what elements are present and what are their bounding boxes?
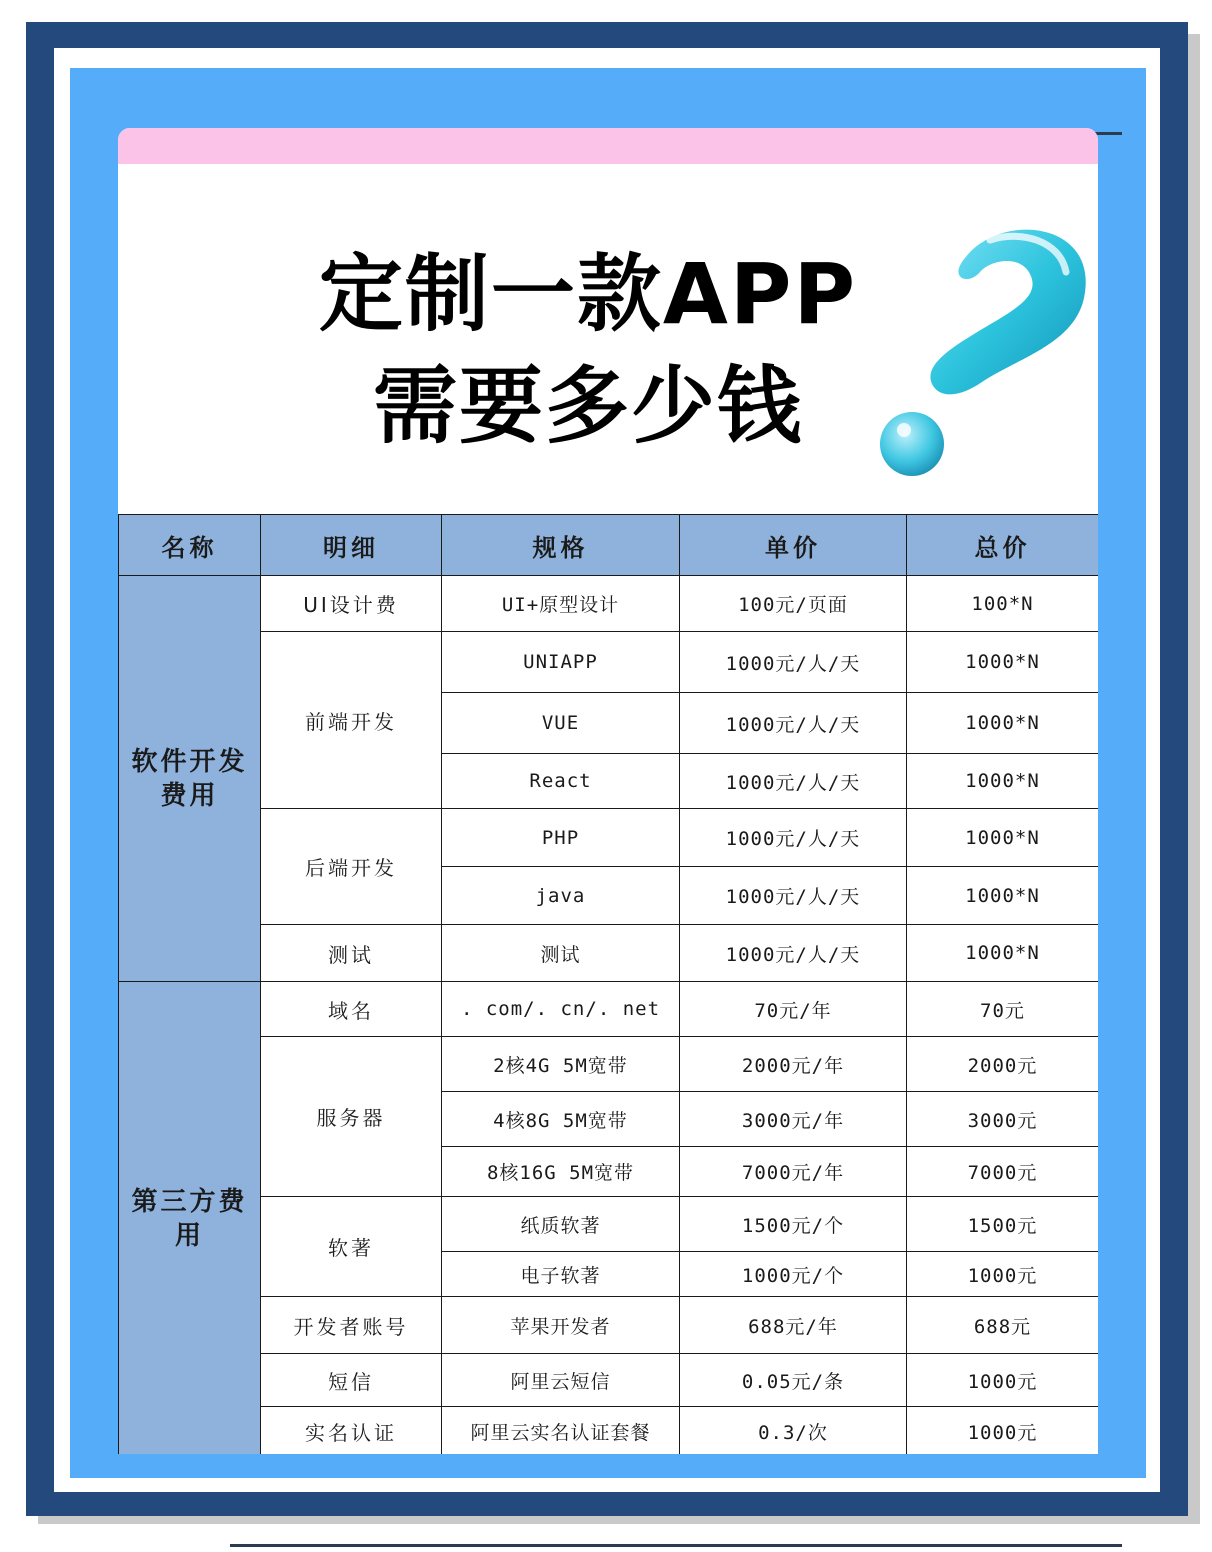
spec-cell: 测试 bbox=[442, 925, 680, 982]
unit-price-cell: 688元/年 bbox=[680, 1297, 907, 1354]
title-line-2: 需要多少钱 bbox=[372, 357, 803, 455]
category-label: 用 bbox=[174, 1221, 204, 1251]
bottom-rule bbox=[230, 1544, 1122, 1547]
table-row bbox=[119, 1297, 1099, 1354]
content-card bbox=[118, 128, 1098, 1454]
unit-price-cell: 1000元/人/天 bbox=[680, 632, 907, 693]
spec-cell: java bbox=[442, 867, 680, 925]
spec-cell: 纸质软著 bbox=[442, 1197, 680, 1252]
spec-cell: UI+原型设计 bbox=[442, 576, 680, 632]
category-software bbox=[119, 576, 261, 982]
total-price-cell: 3000元 bbox=[907, 1092, 1099, 1147]
spec-cell: . com/. cn/. net bbox=[442, 982, 680, 1037]
unit-price-cell: 1000元/人/天 bbox=[680, 867, 907, 925]
spec-cell: 4核8G 5M宽带 bbox=[442, 1092, 680, 1147]
category-third-party bbox=[119, 982, 261, 1455]
page-title bbox=[278, 238, 898, 462]
header-spec: 规格 bbox=[442, 515, 680, 576]
total-price-cell: 7000元 bbox=[907, 1147, 1099, 1197]
spec-cell: VUE bbox=[442, 693, 680, 754]
detail-cell: UI设计费 bbox=[261, 576, 442, 632]
table-row bbox=[119, 632, 1099, 693]
unit-price-cell: 100元/页面 bbox=[680, 576, 907, 632]
unit-price-cell: 0.05元/条 bbox=[680, 1354, 907, 1407]
total-price-cell: 688元 bbox=[907, 1297, 1099, 1354]
total-price-cell: 100*N bbox=[907, 576, 1099, 632]
spec-cell: React bbox=[442, 754, 680, 809]
unit-price-cell: 1000元/个 bbox=[680, 1252, 907, 1297]
spec-cell: 阿里云实名认证套餐 bbox=[442, 1407, 680, 1455]
unit-price-cell: 7000元/年 bbox=[680, 1147, 907, 1197]
unit-price-cell: 2000元/年 bbox=[680, 1037, 907, 1092]
header-unit-price: 单价 bbox=[680, 515, 907, 576]
detail-cell: 短信 bbox=[261, 1354, 442, 1407]
spec-cell: 阿里云短信 bbox=[442, 1354, 680, 1407]
unit-price-cell: 1500元/个 bbox=[680, 1197, 907, 1252]
table-row bbox=[119, 1197, 1099, 1252]
title-line-1: 定制一款APP bbox=[318, 245, 858, 343]
total-price-cell: 1500元 bbox=[907, 1197, 1099, 1252]
header-total-price: 总价 bbox=[907, 515, 1099, 576]
detail-cell: 测试 bbox=[261, 925, 442, 982]
total-price-cell: 70元 bbox=[907, 982, 1099, 1037]
category-label: 软件开发 bbox=[131, 746, 248, 777]
unit-price-cell: 1000元/人/天 bbox=[680, 754, 907, 809]
total-price-cell: 2000元 bbox=[907, 1037, 1099, 1092]
category-label: 费用 bbox=[160, 780, 219, 811]
unit-price-cell: 1000元/人/天 bbox=[680, 693, 907, 754]
total-price-cell: 1000*N bbox=[907, 925, 1099, 982]
total-price-cell: 1000*N bbox=[907, 809, 1099, 867]
question-mark-icon bbox=[870, 216, 1096, 486]
total-price-cell: 1000元 bbox=[907, 1354, 1099, 1407]
total-price-cell: 1000元 bbox=[907, 1407, 1099, 1455]
table-row bbox=[119, 1407, 1099, 1455]
detail-cell: 软著 bbox=[261, 1197, 442, 1297]
spec-cell: 电子软著 bbox=[442, 1252, 680, 1297]
table-row bbox=[119, 982, 1099, 1037]
total-price-cell: 1000*N bbox=[907, 867, 1099, 925]
detail-cell: 后端开发 bbox=[261, 809, 442, 925]
table-row bbox=[119, 1354, 1099, 1407]
spec-cell: 2核4G 5M宽带 bbox=[442, 1037, 680, 1092]
spec-cell: PHP bbox=[442, 809, 680, 867]
pink-strip bbox=[118, 128, 1098, 164]
spec-cell: 8核16G 5M宽带 bbox=[442, 1147, 680, 1197]
total-price-cell: 1000*N bbox=[907, 754, 1099, 809]
unit-price-cell: 3000元/年 bbox=[680, 1092, 907, 1147]
category-label: 第三方费 bbox=[131, 1187, 248, 1217]
header-name: 名称 bbox=[119, 515, 261, 576]
detail-cell: 开发者账号 bbox=[261, 1297, 442, 1354]
unit-price-cell: 1000元/人/天 bbox=[680, 925, 907, 982]
total-price-cell: 1000*N bbox=[907, 693, 1099, 754]
price-table bbox=[118, 514, 1098, 1454]
spec-cell: 苹果开发者 bbox=[442, 1297, 680, 1354]
table-header-row bbox=[119, 515, 1099, 576]
detail-cell: 域名 bbox=[261, 982, 442, 1037]
unit-price-cell: 0.3/次 bbox=[680, 1407, 907, 1455]
unit-price-cell: 70元/年 bbox=[680, 982, 907, 1037]
table-row bbox=[119, 576, 1099, 632]
total-price-cell: 1000*N bbox=[907, 632, 1099, 693]
detail-cell: 服务器 bbox=[261, 1037, 442, 1197]
header-detail: 明细 bbox=[261, 515, 442, 576]
unit-price-cell: 1000元/人/天 bbox=[680, 809, 907, 867]
detail-cell: 实名认证 bbox=[261, 1407, 442, 1455]
table-row bbox=[119, 925, 1099, 982]
detail-cell: 前端开发 bbox=[261, 632, 442, 809]
total-price-cell: 1000元 bbox=[907, 1252, 1099, 1297]
table-row bbox=[119, 809, 1099, 867]
table-row bbox=[119, 1037, 1099, 1092]
spec-cell: UNIAPP bbox=[442, 632, 680, 693]
